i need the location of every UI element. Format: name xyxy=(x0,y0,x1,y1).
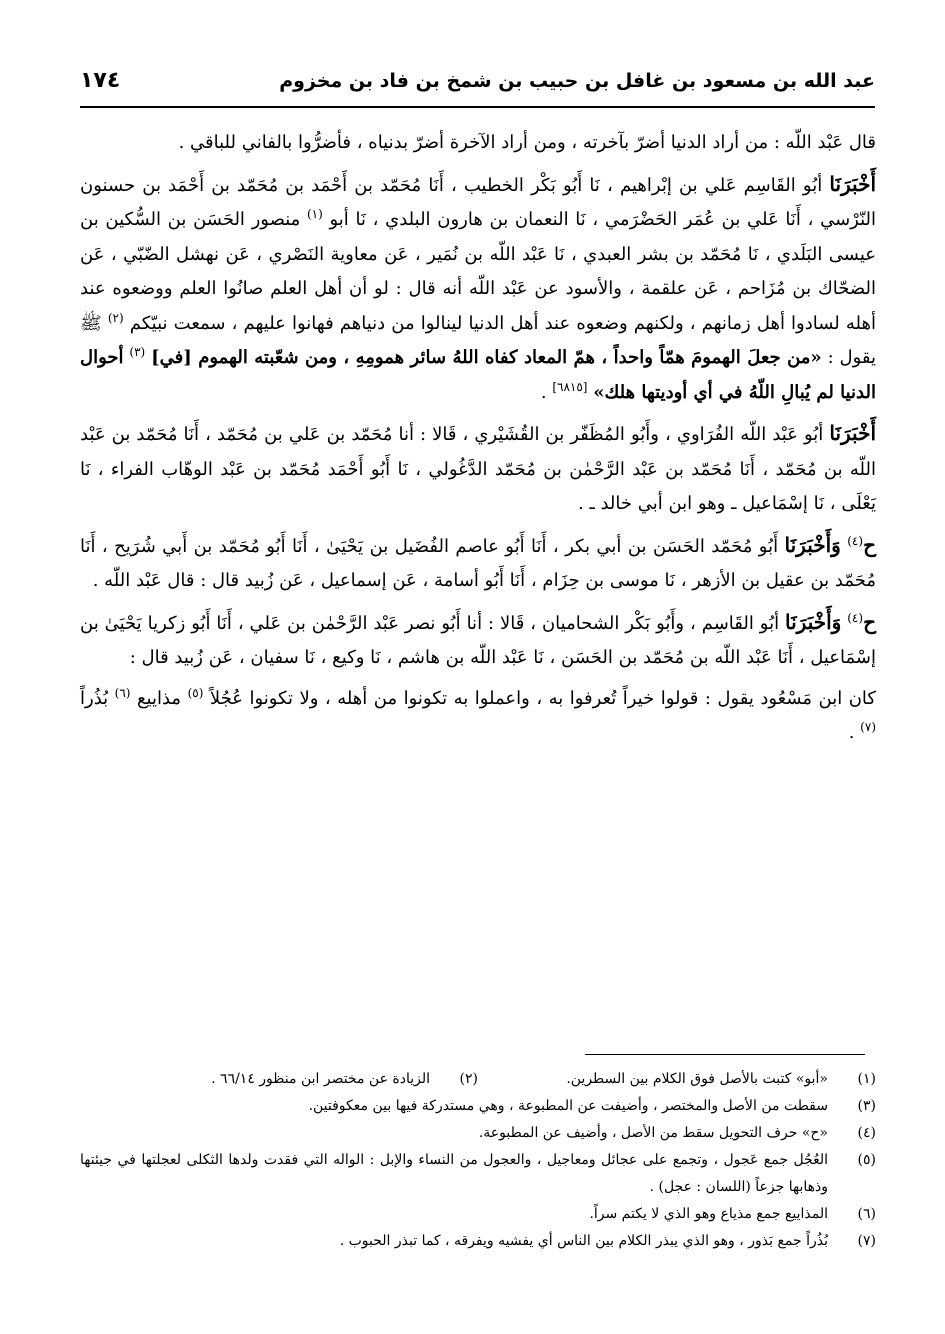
footnotes xyxy=(80,1066,876,1255)
running-header xyxy=(80,62,875,108)
paragraph-text: منصور الحَسَن بن السُّكين بن عيسى البَلَدي ، نَا مُحَمّد بن بشر العبدي ، نَا عَبْد اللّه بن نُمَير ، عَن معاوية النَصْري ، عَن نهشل الضّبّي ، عَن الضحّاك بن مُزَاحم ، عَن علقمة ، والأسود عن عَبْد اللّه أنه قال : لو أن أهل العلم صانُوا العلم ووضعوه عند أهله لسادوا أهل زمانهم ، ولكنهم وضعوه عند أهل الدنيا لينالوا من دنياهم فهانوا عليهم ، سمعت نبيّكم xyxy=(80,209,876,334)
footnote-ref: (٦) xyxy=(114,685,131,700)
paragraph-text: أبُو عَبْد اللّه الفُرَاوي ، وأَبُو المُظَفّر بن القُشَيْري ، قَالا : أنا مُحَمّد بن عَلي بن مُحَمّد ، أَنَا مُحَمّد بن عَبْد اللّه بن مُحَمّد ، أَنَا مُحَمّد بن عَبْد الرَّحْمٰن بن مُحَمّد الدَّغُولي ، نَا أَبُو أَحْمَد مُحَمّد بن عَبْد الوهّاب الفراء ، نَا يَعْلَى ، نَا إسْمَاعيل ـ وهو ابن أبي خالد ـ . xyxy=(80,424,876,514)
paragraph-end: . xyxy=(540,381,547,403)
paragraph-text: بُذُراً xyxy=(80,687,109,709)
paragraph-text: أبُو القَاسِم عَلي بن إبْراهيم ، نَا أَبُو بَكْر الخطيب ، أَنَا مُحَمّد بن أَحْمَد بن مُحَمّد بن أَحْمَد بن حسنون النّرْسي ، أَنَا عَلي بن عُمَر الحَضْرَمي ، نَا النعمان بن هارون البلدي ، نَا أبو xyxy=(80,174,876,230)
lead-word: أَخْبَرَنَا xyxy=(829,421,876,445)
footnote-4 xyxy=(80,1120,876,1147)
footnote-text: بُذُراً جمع بَذور ، وهو الذي يبذر الكلام بين الناس أي يفشيه ويفرقه ، كما تبذر الحبوب . xyxy=(339,1233,828,1249)
footnote-number: (٥) xyxy=(857,1152,876,1168)
footnote-number: (٧) xyxy=(857,1233,876,1249)
footnote-5 xyxy=(80,1147,876,1201)
tahwil-letter: ح xyxy=(863,532,876,557)
footnote-2 xyxy=(80,1066,478,1093)
paragraph-text: مذاييع xyxy=(136,687,182,709)
paragraph-1 xyxy=(80,126,876,161)
footnote-text: المذاييع جمع مذياع وهو الذي لا يكتم سراً. xyxy=(589,1206,828,1222)
tahwil-letter: ح xyxy=(863,609,876,634)
footnote-text: العُجُل جمع عَجول ، وتجمع على عجائل ومعاجيل ، والعجول من النساء والإبل : الواله التي فقدت ولدها الثكلى لعجلتها في جيئتها وذهابها جزعاً (اللسان : عجل) . xyxy=(80,1152,828,1195)
footnote-number: (٢) xyxy=(459,1071,478,1087)
footnote-text: «أبو» كتبت بالأصل فوق الكلام بين السطرين. xyxy=(566,1071,828,1087)
lead-word: أَخْبَرَنَا xyxy=(829,171,877,196)
footnote-ref: (٧) xyxy=(860,720,876,734)
hadith-text: أحوال الدنيا لم يُبالِ اللّهُ في أي أوديتها هلك» xyxy=(80,347,876,403)
footnote-number: (٦) xyxy=(857,1206,876,1222)
page-number: ١٧٤ xyxy=(80,68,121,93)
hadith-text: «من جعلَ الهمومَ همّاً واحداً ، همّ المعاد كفاه اللهُ سائر همومِهِ ، ومن شعّبته الهموم [في] xyxy=(151,347,822,368)
footnote-number: (٣) xyxy=(857,1098,876,1114)
footnote-ref: (٢) xyxy=(107,310,124,325)
paragraph-text: ﷺ يقول : xyxy=(80,312,876,368)
footnote-1 xyxy=(478,1066,876,1093)
footnote-text: «ح» حرف التحويل سقط من الأصل ، وأضيف عن المطبوعة. xyxy=(478,1125,828,1141)
footnote-6 xyxy=(80,1201,876,1228)
footnote-ref: (٤) xyxy=(847,533,864,548)
hadith-reference-number: [٦٨١٥] xyxy=(552,379,588,394)
paragraph-2 xyxy=(80,167,876,411)
footnote-text: الزيادة عن مختصر ابن منظور ٦٦/١٤ . xyxy=(211,1071,430,1087)
footnote-ref: (٥) xyxy=(187,685,204,700)
footnote-number: (١) xyxy=(857,1071,876,1087)
footnote-ref: (١) xyxy=(306,207,323,221)
paragraph-4 xyxy=(80,528,876,599)
lead-word: وَأَخْبَرَنَا xyxy=(784,532,841,557)
footnote-row xyxy=(80,1066,876,1093)
paragraph-5 xyxy=(80,605,876,676)
lead-word: وَأَخْبَرَنَا xyxy=(785,609,842,634)
footnote-7 xyxy=(80,1228,876,1255)
paragraph-6 xyxy=(80,682,876,751)
paragraph-text: أبُو القَاسِم ، وأَبُو بَكْر الشحاميان ، قَالا : أنا أَبُو نصر عَبْد الرَّحْمٰن بن عَلي ، أَنَا أَبُو زكريا يَحْيَىٰ بن إسْمَاعيل ، أَنَا عَبْد اللّه بن مُحَمّد بن الحَسَن ، نَا عَبْد اللّه بن هاشم ، نَا وكيع ، نَا سفيان ، عَن زُبيد قال : xyxy=(80,612,876,668)
header-title: عبد الله بن مسعود بن غافل بن حبيب بن شمخ بن فاد بن مخزوم xyxy=(279,70,875,92)
paragraph-end: . xyxy=(848,722,855,743)
footnote-divider xyxy=(585,1054,865,1055)
footnote-ref: (٣) xyxy=(129,345,146,359)
footnote-ref: (٤) xyxy=(847,610,864,625)
paragraph-3 xyxy=(80,416,876,522)
paragraph-text: قال عَبْد اللّه : من أراد الدنيا أضرّ بآخرته ، ومن أراد الآخرة أضرّ بدنياه ، فأضرُّوا بالفاني للباقي . xyxy=(178,132,876,153)
main-text xyxy=(80,126,876,757)
paragraph-text: كان ابن مَسْعُود يقول : قولوا خيراً تُعرفوا به ، واعملوا به تكونوا من أهله ، ولا تكونوا عُجُلاً xyxy=(209,687,876,709)
footnote-3 xyxy=(80,1093,876,1120)
paragraph-text: أَبُو مُحَمّد الحَسَن بن أبي بكر ، أَنَا أَبُو عاصم الفُضَيل بن يَحْيَىٰ ، أَنَا أَبُو مُحَمّد بن أَبي شُرَيح ، أَنَا مُحَمّد بن عقيل بن الأزهر ، نَا موسى بن حِزَام ، أَنَا أَبُو أسامة ، عَن إسماعيل ، عَن زُبيد قال : قال عَبْد اللّه . xyxy=(80,535,876,591)
footnote-text: سقطت من الأصل والمختصر ، وأضيفت عن المطبوعة ، وهي مستدركة فيها بين معكوفتين. xyxy=(308,1098,828,1114)
footnote-number: (٤) xyxy=(857,1125,876,1141)
